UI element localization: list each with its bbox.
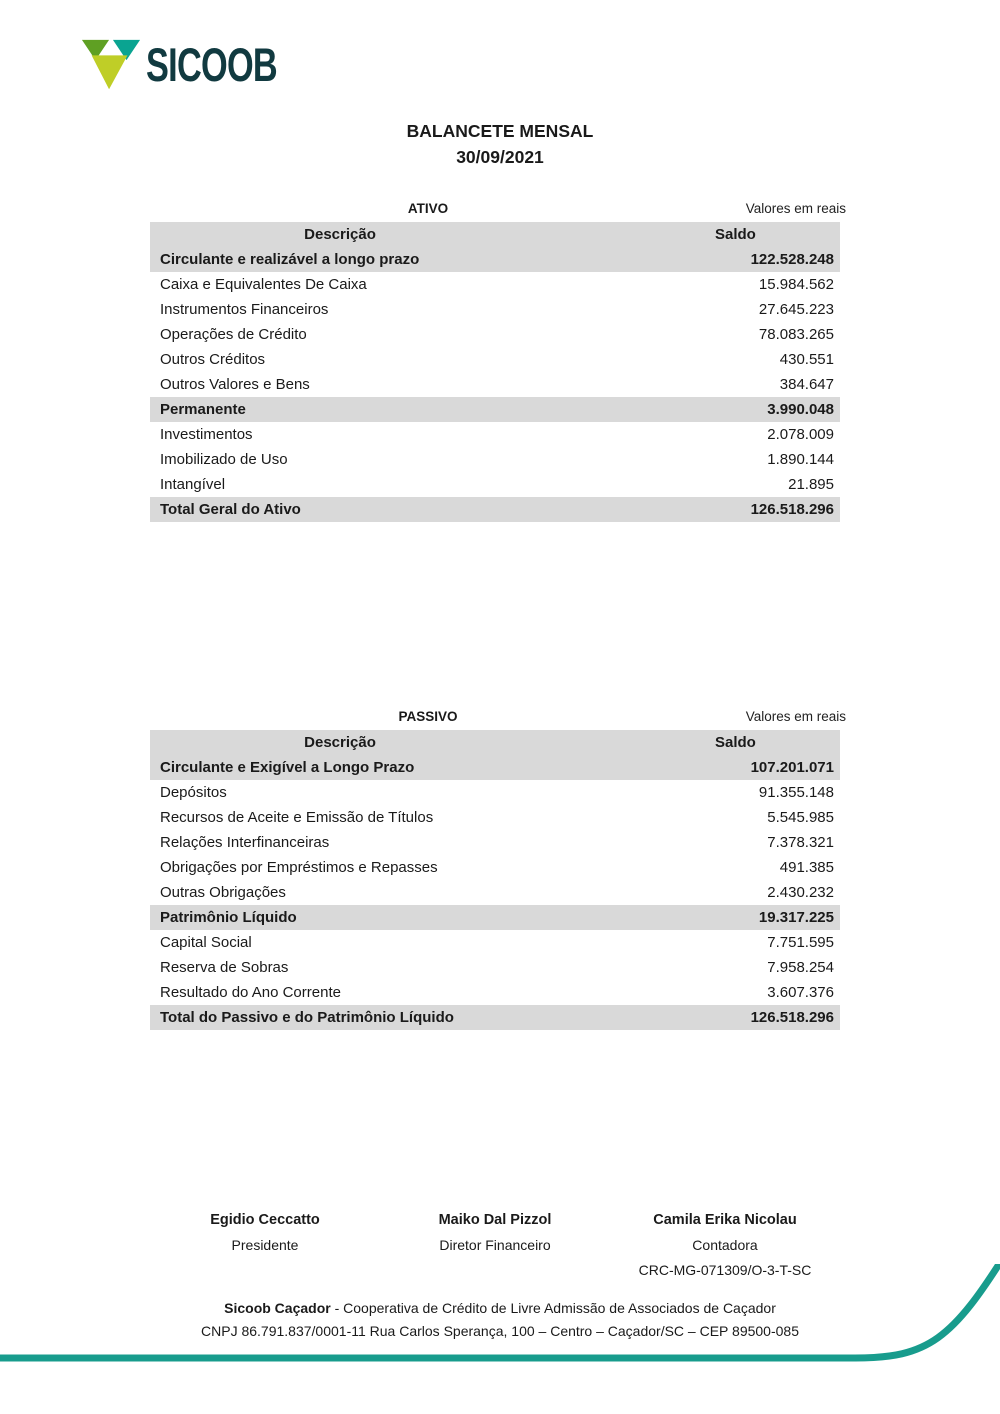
table-row <box>150 780 840 805</box>
ativo-caption-row <box>150 194 846 222</box>
row-description: Relações Interfinanceiras <box>160 834 330 851</box>
ativo-header-description: Descrição <box>304 226 376 243</box>
row-value: 91.355.148 <box>758 784 834 801</box>
table-row <box>150 372 840 397</box>
row-value: 491.385 <box>779 859 834 876</box>
row-value: 21.895 <box>788 476 834 493</box>
ativo-header-row <box>150 222 840 247</box>
table-row <box>150 880 840 905</box>
row-value: 126.518.296 <box>750 501 834 518</box>
passivo-header-saldo: Saldo <box>715 734 756 751</box>
table-row <box>150 422 840 447</box>
row-description: Imobilizado de Uso <box>160 451 288 468</box>
row-value: 430.551 <box>779 351 834 368</box>
table-row <box>150 905 840 930</box>
row-value: 5.545.985 <box>767 809 834 826</box>
ativo-header-saldo: Saldo <box>715 226 756 243</box>
table-row <box>150 347 840 372</box>
row-value: 1.890.144 <box>767 451 834 468</box>
passivo-rows <box>150 755 840 1030</box>
row-description: Patrimônio Líquido <box>160 909 297 926</box>
row-value: 7.751.595 <box>767 934 834 951</box>
table-row <box>150 272 840 297</box>
passivo-caption: PASSIVO <box>398 708 458 724</box>
table-row <box>150 497 840 522</box>
row-value: 19.317.225 <box>758 909 834 926</box>
row-value: 2.078.009 <box>767 426 834 443</box>
passivo-header-description: Descrição <box>304 734 376 751</box>
row-description: Permanente <box>160 401 246 418</box>
table-row <box>150 755 840 780</box>
row-value: 7.378.321 <box>767 834 834 851</box>
passivo-header-row <box>150 730 840 755</box>
table-row <box>150 930 840 955</box>
row-value: 122.528.248 <box>750 251 834 268</box>
row-description: Resultado do Ano Corrente <box>160 984 341 1001</box>
row-value: 27.645.223 <box>758 301 834 318</box>
row-description: Caixa e Equivalentes De Caixa <box>160 276 367 293</box>
row-description: Obrigações por Empréstimos e Repasses <box>160 859 438 876</box>
row-value: 384.647 <box>779 376 834 393</box>
signature-name: Egidio Ceccatto <box>210 1212 320 1228</box>
table-row <box>150 472 840 497</box>
signature-name: Camila Erika Nicolau <box>653 1212 797 1228</box>
passivo-table <box>150 702 846 1030</box>
row-description: Circulante e realizável a longo prazo <box>160 251 420 268</box>
row-value: 126.518.296 <box>750 1009 834 1026</box>
row-value: 3.990.048 <box>767 401 834 418</box>
swoosh-decoration <box>0 1264 1000 1414</box>
table-row <box>150 397 840 422</box>
row-description: Capital Social <box>160 934 252 951</box>
footer-org-name: Sicoob Caçador <box>224 1300 331 1316</box>
row-value: 7.958.254 <box>767 959 834 976</box>
row-description: Outros Créditos <box>160 351 266 368</box>
row-value: 3.607.376 <box>767 984 834 1001</box>
table-row <box>150 322 840 347</box>
row-value: 2.430.232 <box>767 884 834 901</box>
row-description: Outras Obrigações <box>160 884 286 901</box>
sicoob-triangle-icon <box>80 38 142 92</box>
passivo-currency-note: Valores em reais <box>745 708 846 724</box>
signature-name: Maiko Dal Pizzol <box>438 1212 552 1228</box>
sicoob-logo <box>80 38 325 92</box>
sicoob-wordmark: SICOOB <box>146 38 277 91</box>
row-description: Total Geral do Ativo <box>160 501 301 518</box>
row-description: Depósitos <box>160 784 227 801</box>
footer-org-description: - Cooperativa de Crédito de Livre Admissão de Associados de Caçador <box>330 1300 776 1316</box>
ativo-table <box>150 194 846 522</box>
row-description: Outros Valores e Bens <box>160 376 310 393</box>
row-description: Investimentos <box>160 426 253 443</box>
row-description: Instrumentos Financeiros <box>160 301 329 318</box>
report-title <box>0 118 1000 170</box>
row-description: Operações de Crédito <box>160 326 307 343</box>
table-row <box>150 955 840 980</box>
table-row <box>150 447 840 472</box>
ativo-caption: ATIVO <box>407 200 449 216</box>
report-date: 30/09/2021 <box>456 147 544 167</box>
signature-role: Presidente <box>231 1237 299 1253</box>
row-value: 15.984.562 <box>758 276 834 293</box>
table-row <box>150 980 840 1005</box>
row-description: Reserva de Sobras <box>160 959 289 976</box>
row-description: Circulante e Exigível a Longo Prazo <box>160 759 415 776</box>
ativo-currency-note: Valores em reais <box>745 200 846 216</box>
table-row <box>150 805 840 830</box>
row-description: Recursos de Aceite e Emissão de Títulos <box>160 809 434 826</box>
row-description: Total do Passivo e do Patrimônio Líquido <box>160 1009 454 1026</box>
footer-address-line: CNPJ 86.791.837/0001-11 Rua Carlos Sperança, 100 – Centro – Caçador/SC – CEP 89500-085 <box>201 1323 799 1339</box>
ativo-rows <box>150 247 840 522</box>
signature-role: Diretor Financeiro <box>439 1237 551 1253</box>
table-row <box>150 297 840 322</box>
table-row <box>150 855 840 880</box>
table-row <box>150 247 840 272</box>
table-row <box>150 830 840 855</box>
row-value: 78.083.265 <box>758 326 834 343</box>
row-value: 107.201.071 <box>750 759 834 776</box>
report-title-line1: BALANCETE MENSAL <box>406 121 594 141</box>
passivo-caption-row <box>150 702 846 730</box>
signature-role: Contadora <box>692 1237 758 1253</box>
table-row <box>150 1005 840 1030</box>
row-description: Intangível <box>160 476 226 493</box>
signature-crc-number: CRC-MG-071309/O-3-T-SC <box>638 1262 812 1278</box>
